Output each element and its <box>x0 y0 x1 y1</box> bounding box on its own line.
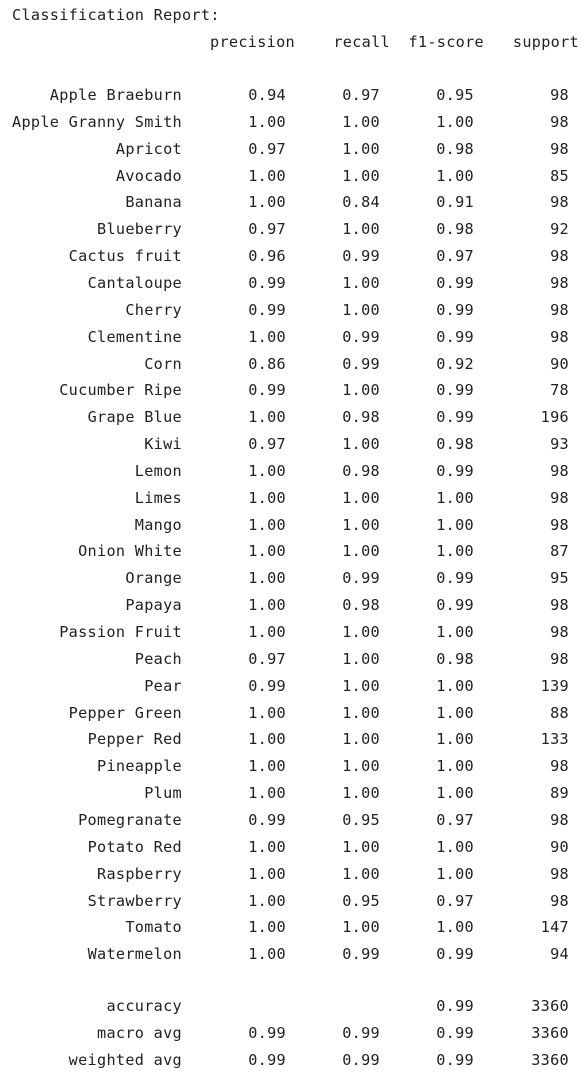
row-recall: 0.99 <box>342 328 380 346</box>
row-label: Papaya <box>125 596 182 614</box>
row-label: Grape Blue <box>87 408 182 426</box>
row-recall: 1.00 <box>342 542 380 560</box>
table-row <box>0 351 583 378</box>
row-precision: 1.00 <box>248 569 286 587</box>
row-precision: 1.00 <box>248 596 286 614</box>
row-f1-score: 1.00 <box>436 516 474 534</box>
row-precision: 0.99 <box>248 1051 286 1069</box>
row-f1-score: 1.00 <box>436 838 474 856</box>
row-recall: 0.95 <box>342 892 380 910</box>
row-recall: 1.00 <box>342 784 380 802</box>
row-precision: 0.97 <box>248 220 286 238</box>
table-row <box>0 592 583 619</box>
row-label: Mango <box>134 516 182 534</box>
row-recall: 0.97 <box>342 86 380 104</box>
row-recall: 1.00 <box>342 167 380 185</box>
row-precision: 0.97 <box>248 650 286 668</box>
row-recall: 1.00 <box>342 704 380 722</box>
row-label: accuracy <box>106 997 182 1015</box>
row-recall: 1.00 <box>342 435 380 453</box>
table-row <box>0 377 583 404</box>
row-label: Onion White <box>78 542 182 560</box>
row-precision: 1.00 <box>248 945 286 963</box>
row-precision: 1.00 <box>248 865 286 883</box>
row-label: Cantaloupe <box>87 274 182 292</box>
row-support: 98 <box>550 301 569 319</box>
row-f1-score: 0.99 <box>436 408 474 426</box>
row-recall: 0.99 <box>342 355 380 373</box>
table-row <box>0 431 583 458</box>
row-label: Kiwi <box>144 435 182 453</box>
row-precision: 1.00 <box>248 328 286 346</box>
row-support: 95 <box>550 569 569 587</box>
table-row <box>0 834 583 861</box>
row-label: Plum <box>144 784 182 802</box>
row-f1-score: 0.98 <box>436 140 474 158</box>
row-precision: 0.99 <box>248 1024 286 1042</box>
row-label: Limes <box>134 489 182 507</box>
row-support: 89 <box>550 784 569 802</box>
row-support: 98 <box>550 462 569 480</box>
row-precision: 0.86 <box>248 355 286 373</box>
row-label: Raspberry <box>97 865 182 883</box>
row-label: weighted avg <box>68 1051 182 1069</box>
row-label: Lemon <box>134 462 182 480</box>
row-label: Apple Braeburn <box>49 86 182 104</box>
row-f1-score: 0.99 <box>436 596 474 614</box>
row-precision: 1.00 <box>248 918 286 936</box>
row-support: 93 <box>550 435 569 453</box>
table-row <box>0 565 583 592</box>
row-support: 139 <box>540 677 569 695</box>
table-row <box>0 297 583 324</box>
row-f1-score: 0.99 <box>436 997 474 1015</box>
row-label: Apple Granny Smith <box>12 113 182 131</box>
row-f1-score: 0.99 <box>436 1024 474 1042</box>
row-label: Clementine <box>87 328 182 346</box>
table-row <box>0 82 583 109</box>
row-support: 78 <box>550 381 569 399</box>
table-row <box>0 807 583 834</box>
row-f1-score: 0.99 <box>436 301 474 319</box>
row-precision: 0.97 <box>248 140 286 158</box>
row-precision: 1.00 <box>248 516 286 534</box>
row-f1-score: 1.00 <box>436 730 474 748</box>
table-row <box>0 538 583 565</box>
row-recall: 0.98 <box>342 462 380 480</box>
row-support: 98 <box>550 140 569 158</box>
table-row <box>0 619 583 646</box>
row-label: Potato Red <box>87 838 182 856</box>
table-row <box>0 458 583 485</box>
table-row <box>0 324 583 351</box>
table-row <box>0 646 583 673</box>
row-label: Pepper Red <box>87 730 182 748</box>
row-precision: 1.00 <box>248 462 286 480</box>
weighted-avg-row <box>0 1047 583 1074</box>
row-recall: 1.00 <box>342 301 380 319</box>
row-f1-score: 0.98 <box>436 650 474 668</box>
header-recall: recall <box>333 33 390 51</box>
row-support: 92 <box>550 220 569 238</box>
row-precision: 0.96 <box>248 247 286 265</box>
row-precision: 0.99 <box>248 381 286 399</box>
row-recall: 1.00 <box>342 623 380 641</box>
table-row <box>0 216 583 243</box>
row-f1-score: 0.95 <box>436 86 474 104</box>
row-label: Orange <box>125 569 182 587</box>
row-recall: 1.00 <box>342 650 380 668</box>
table-row <box>0 673 583 700</box>
row-precision: 1.00 <box>248 704 286 722</box>
row-label: Cherry <box>125 301 182 319</box>
row-label: Passion Fruit <box>59 623 182 641</box>
row-f1-score: 0.99 <box>436 462 474 480</box>
row-support: 196 <box>540 408 569 426</box>
row-support: 98 <box>550 247 569 265</box>
accuracy-row <box>0 993 583 1020</box>
table-row <box>0 780 583 807</box>
row-f1-score: 1.00 <box>436 784 474 802</box>
row-label: Watermelon <box>87 945 182 963</box>
row-recall: 1.00 <box>342 757 380 775</box>
row-label: Tomato <box>125 918 182 936</box>
row-support: 98 <box>550 113 569 131</box>
table-row <box>0 861 583 888</box>
table-row <box>0 485 583 512</box>
row-recall: 0.99 <box>342 1051 380 1069</box>
row-precision: 1.00 <box>248 730 286 748</box>
row-label: Pear <box>144 677 182 695</box>
row-recall: 1.00 <box>342 381 380 399</box>
row-label: Strawberry <box>87 892 182 910</box>
row-f1-score: 0.92 <box>436 355 474 373</box>
row-precision: 0.99 <box>248 677 286 695</box>
row-recall: 1.00 <box>342 113 380 131</box>
row-recall: 0.99 <box>342 1024 380 1042</box>
row-support: 98 <box>550 892 569 910</box>
row-label: Peach <box>134 650 182 668</box>
header-f1-score: f1-score <box>408 33 484 51</box>
table-row <box>0 270 583 297</box>
row-support: 88 <box>550 704 569 722</box>
row-label: Cactus fruit <box>68 247 182 265</box>
header-row <box>0 29 583 56</box>
row-support: 133 <box>540 730 569 748</box>
table-row <box>0 243 583 270</box>
row-recall: 0.99 <box>342 247 380 265</box>
row-recall: 0.95 <box>342 811 380 829</box>
row-support: 90 <box>550 838 569 856</box>
report-title: Classification Report: <box>12 6 220 24</box>
row-f1-score: 1.00 <box>436 677 474 695</box>
table-row <box>0 404 583 431</box>
row-support: 85 <box>550 167 569 185</box>
row-precision: 1.00 <box>248 408 286 426</box>
row-recall: 1.00 <box>342 140 380 158</box>
row-label: Corn <box>144 355 182 373</box>
row-recall: 1.00 <box>342 865 380 883</box>
table-row <box>0 163 583 190</box>
row-precision: 0.97 <box>248 435 286 453</box>
macro-avg-row <box>0 1020 583 1047</box>
row-support: 98 <box>550 596 569 614</box>
row-label: Pineapple <box>97 757 182 775</box>
row-support: 87 <box>550 542 569 560</box>
row-support: 98 <box>550 623 569 641</box>
row-recall: 0.84 <box>342 193 380 211</box>
row-recall: 1.00 <box>342 838 380 856</box>
table-row <box>0 753 583 780</box>
row-recall: 1.00 <box>342 220 380 238</box>
row-support: 3360 <box>531 1051 569 1069</box>
row-f1-score: 0.99 <box>436 381 474 399</box>
row-f1-score: 1.00 <box>436 542 474 560</box>
row-support: 98 <box>550 86 569 104</box>
row-f1-score: 1.00 <box>436 918 474 936</box>
table-row <box>0 914 583 941</box>
row-recall: 0.98 <box>342 408 380 426</box>
row-f1-score: 1.00 <box>436 167 474 185</box>
row-recall: 1.00 <box>342 730 380 748</box>
row-support: 98 <box>550 757 569 775</box>
row-label: Pomegranate <box>78 811 182 829</box>
header-precision: precision <box>210 33 295 51</box>
row-recall: 1.00 <box>342 918 380 936</box>
table-row <box>0 512 583 539</box>
row-precision: 0.99 <box>248 274 286 292</box>
header-support: support <box>512 33 579 51</box>
row-f1-score: 0.98 <box>436 220 474 238</box>
row-support: 98 <box>550 650 569 668</box>
row-support: 3360 <box>531 997 569 1015</box>
row-label: macro avg <box>97 1024 182 1042</box>
table-row <box>0 941 583 968</box>
row-support: 98 <box>550 865 569 883</box>
row-f1-score: 0.99 <box>436 274 474 292</box>
row-support: 98 <box>550 328 569 346</box>
row-support: 98 <box>550 193 569 211</box>
row-recall: 0.99 <box>342 945 380 963</box>
row-f1-score: 1.00 <box>436 489 474 507</box>
row-f1-score: 1.00 <box>436 757 474 775</box>
row-label: Blueberry <box>97 220 182 238</box>
table-row <box>0 109 583 136</box>
row-label: Cucumber Ripe <box>59 381 182 399</box>
row-recall: 1.00 <box>342 274 380 292</box>
row-label: Avocado <box>115 167 182 185</box>
table-row <box>0 888 583 915</box>
table-row <box>0 700 583 727</box>
row-f1-score: 0.91 <box>436 193 474 211</box>
row-recall: 0.98 <box>342 596 380 614</box>
row-f1-score: 0.99 <box>436 1051 474 1069</box>
row-f1-score: 0.97 <box>436 811 474 829</box>
row-precision: 1.00 <box>248 784 286 802</box>
row-precision: 1.00 <box>248 838 286 856</box>
row-f1-score: 1.00 <box>436 113 474 131</box>
row-precision: 1.00 <box>248 892 286 910</box>
row-label: Pepper Green <box>68 704 182 722</box>
row-support: 98 <box>550 489 569 507</box>
row-recall: 1.00 <box>342 677 380 695</box>
row-precision: 1.00 <box>248 623 286 641</box>
row-label: Apricot <box>115 140 182 158</box>
table-row <box>0 136 583 163</box>
row-precision: 1.00 <box>248 757 286 775</box>
row-recall: 0.99 <box>342 569 380 587</box>
row-precision: 1.00 <box>248 167 286 185</box>
row-f1-score: 0.99 <box>436 328 474 346</box>
table-row <box>0 726 583 753</box>
row-f1-score: 1.00 <box>436 704 474 722</box>
row-precision: 0.94 <box>248 86 286 104</box>
row-precision: 1.00 <box>248 113 286 131</box>
row-f1-score: 0.97 <box>436 892 474 910</box>
row-label: Banana <box>125 193 182 211</box>
row-f1-score: 1.00 <box>436 865 474 883</box>
row-precision: 0.99 <box>248 301 286 319</box>
row-support: 3360 <box>531 1024 569 1042</box>
row-f1-score: 0.97 <box>436 247 474 265</box>
row-support: 98 <box>550 516 569 534</box>
row-precision: 1.00 <box>248 193 286 211</box>
row-support: 94 <box>550 945 569 963</box>
row-f1-score: 1.00 <box>436 623 474 641</box>
row-recall: 1.00 <box>342 489 380 507</box>
row-precision: 1.00 <box>248 542 286 560</box>
row-f1-score: 0.99 <box>436 945 474 963</box>
row-support: 98 <box>550 274 569 292</box>
row-recall: 1.00 <box>342 516 380 534</box>
row-f1-score: 0.98 <box>436 435 474 453</box>
table-row <box>0 189 583 216</box>
row-precision: 1.00 <box>248 489 286 507</box>
row-precision: 0.99 <box>248 811 286 829</box>
row-f1-score: 0.99 <box>436 569 474 587</box>
row-support: 90 <box>550 355 569 373</box>
row-support: 98 <box>550 811 569 829</box>
row-support: 147 <box>540 918 569 936</box>
